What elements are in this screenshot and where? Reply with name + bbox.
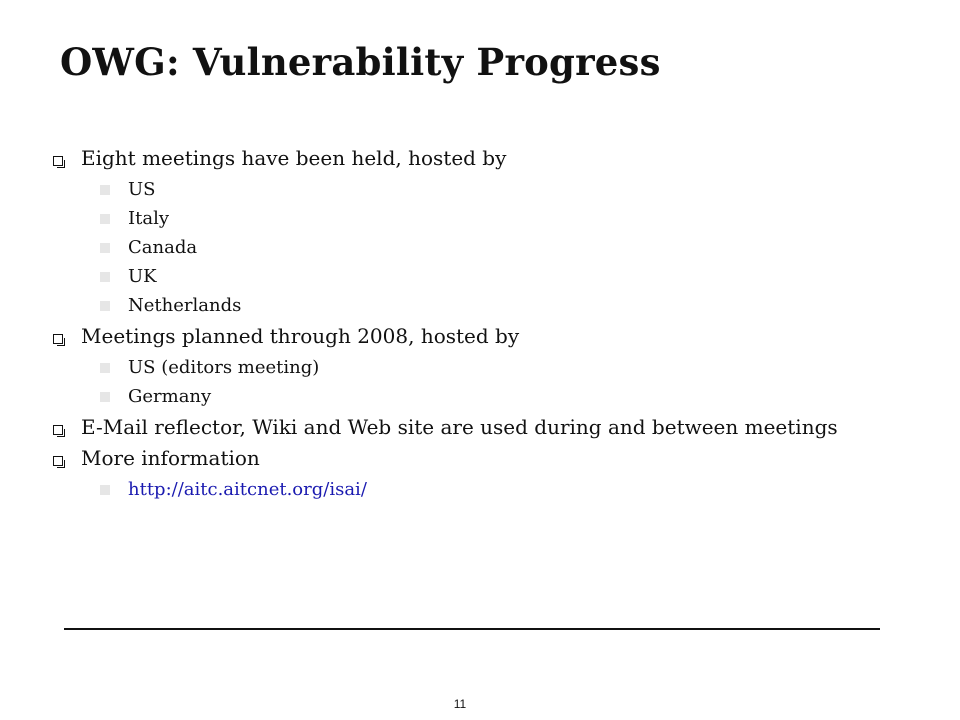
hollow-box-icon	[53, 456, 63, 466]
page-number: 11	[453, 697, 467, 711]
square-bullet-icon	[100, 485, 110, 495]
bullet-text: E-Mail reflector, Wiki and Web site are used during and between meetings	[81, 415, 838, 439]
bullet-text: Meetings planned through 2008, hosted by	[81, 324, 520, 348]
square-bullet-icon	[100, 243, 110, 253]
sub-bullet-text: Germany	[128, 386, 212, 407]
sub-bullet-text: UK	[128, 266, 157, 287]
sub-bullet-item	[50, 233, 900, 262]
hollow-box-icon	[53, 425, 63, 435]
sub-bullet-item	[50, 204, 900, 233]
bullet-item	[50, 448, 900, 504]
sub-bullet-text: US	[128, 179, 156, 200]
bullet-list	[50, 148, 900, 510]
square-bullet-icon	[100, 185, 110, 195]
bullet-item	[50, 326, 900, 411]
square-bullet-icon	[100, 301, 110, 311]
sub-bullet-item	[50, 262, 900, 291]
bullet-item	[50, 148, 900, 320]
sub-bullet-item	[50, 475, 900, 504]
bullet-item	[50, 417, 900, 438]
sub-bullet-item	[50, 175, 900, 204]
slide-title: OWG: Vulnerability Progress	[60, 40, 661, 84]
info-link[interactable]: http://aitc.aitcnet.org/isai/	[128, 479, 367, 500]
square-bullet-icon	[100, 392, 110, 402]
bullet-text: More information	[81, 446, 260, 470]
footer-divider	[64, 628, 880, 630]
square-bullet-icon	[100, 363, 110, 373]
square-bullet-icon	[100, 272, 110, 282]
sub-bullet-text: Italy	[128, 208, 170, 229]
sub-bullet-item	[50, 382, 900, 411]
sub-bullet-text: Netherlands	[128, 295, 242, 316]
sub-bullet-list	[50, 353, 900, 411]
bullet-text: Eight meetings have been held, hosted by	[81, 146, 507, 170]
hollow-box-icon	[53, 156, 63, 166]
square-bullet-icon	[100, 214, 110, 224]
sub-bullet-text: US (editors meeting)	[128, 357, 320, 378]
sub-bullet-item	[50, 353, 900, 382]
hollow-box-icon	[53, 334, 63, 344]
sub-bullet-text: Canada	[128, 237, 198, 258]
sub-bullet-item	[50, 291, 900, 320]
sub-bullet-list	[50, 175, 900, 320]
sub-bullet-list	[50, 475, 900, 504]
